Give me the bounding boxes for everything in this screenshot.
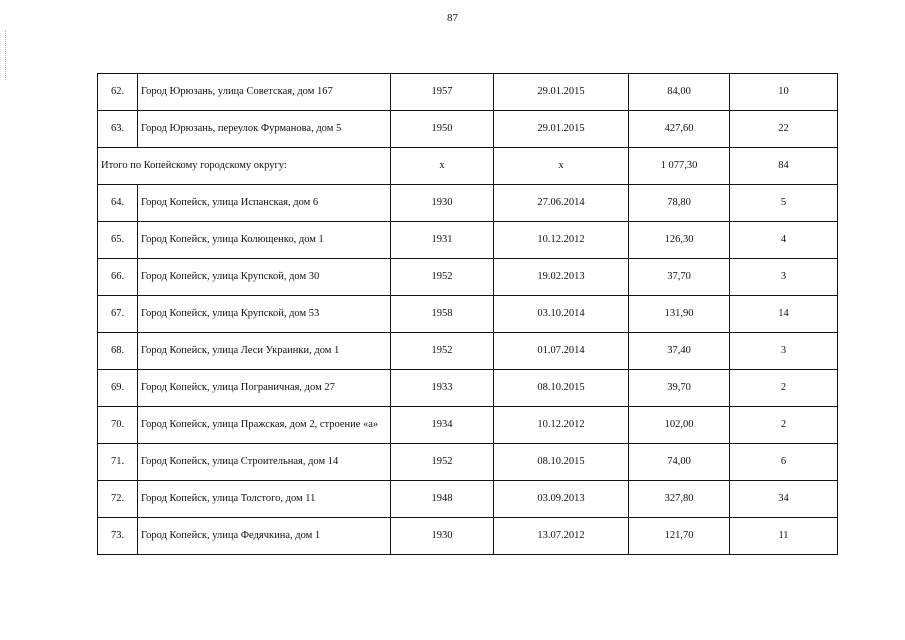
count-cell: 3 — [730, 259, 838, 296]
count-cell: 2 — [730, 370, 838, 407]
page-number: 87 — [447, 12, 458, 24]
area-cell: 126,30 — [629, 222, 730, 259]
address-cell: Город Копейск, улица Пограничная, дом 27 — [138, 370, 391, 407]
date-cell: 03.09.2013 — [494, 481, 629, 518]
row-number: 67. — [98, 296, 138, 333]
area-cell: 102,00 — [629, 407, 730, 444]
count-cell: 2 — [730, 407, 838, 444]
count-cell: 14 — [730, 296, 838, 333]
area-cell: 121,70 — [629, 518, 730, 555]
area-cell: 327,80 — [629, 481, 730, 518]
area-cell: 131,90 — [629, 296, 730, 333]
row-number: 66. — [98, 259, 138, 296]
year-cell: 1934 — [391, 407, 494, 444]
row-number: 70. — [98, 407, 138, 444]
year-cell: 1930 — [391, 185, 494, 222]
date-cell: 29.01.2015 — [494, 74, 629, 111]
row-number: 69. — [98, 370, 138, 407]
row-number: 68. — [98, 333, 138, 370]
year-cell: 1952 — [391, 259, 494, 296]
year-cell: 1933 — [391, 370, 494, 407]
area-cell: 78,80 — [629, 185, 730, 222]
table-row — [98, 481, 838, 518]
area-cell: 1 077,30 — [629, 148, 730, 185]
date-cell: x — [494, 148, 629, 185]
date-cell: 13.07.2012 — [494, 518, 629, 555]
count-cell: 6 — [730, 444, 838, 481]
area-cell: 39,70 — [629, 370, 730, 407]
margin-scan-mark — [5, 30, 6, 80]
count-cell: 10 — [730, 74, 838, 111]
table-row — [98, 407, 838, 444]
row-number: 72. — [98, 481, 138, 518]
row-number: 62. — [98, 74, 138, 111]
count-cell: 22 — [730, 111, 838, 148]
address-cell: Город Копейск, улица Пражская, дом 2, строение «а» — [138, 407, 391, 444]
date-cell: 19.02.2013 — [494, 259, 629, 296]
row-number: 71. — [98, 444, 138, 481]
year-cell: x — [391, 148, 494, 185]
count-cell: 11 — [730, 518, 838, 555]
area-cell: 74,00 — [629, 444, 730, 481]
row-number: 64. — [98, 185, 138, 222]
table-row — [98, 74, 838, 111]
year-cell: 1952 — [391, 444, 494, 481]
count-cell: 5 — [730, 185, 838, 222]
year-cell: 1950 — [391, 111, 494, 148]
address-cell: Город Копейск, улица Леси Украинки, дом 1 — [138, 333, 391, 370]
table-row — [98, 518, 838, 555]
table-row — [98, 370, 838, 407]
address-cell: Город Копейск, улица Толстого, дом 11 — [138, 481, 391, 518]
count-cell: 3 — [730, 333, 838, 370]
year-cell: 1952 — [391, 333, 494, 370]
housing-registry-table — [97, 73, 838, 555]
address-cell: Город Копейск, улица Испанская, дом 6 — [138, 185, 391, 222]
date-cell: 10.12.2012 — [494, 407, 629, 444]
table-row — [98, 185, 838, 222]
row-number: 65. — [98, 222, 138, 259]
total-row — [98, 148, 838, 185]
count-cell: 84 — [730, 148, 838, 185]
year-cell: 1957 — [391, 74, 494, 111]
table-row — [98, 111, 838, 148]
address-cell: Город Юрюзань, переулок Фурманова, дом 5 — [138, 111, 391, 148]
area-cell: 37,70 — [629, 259, 730, 296]
table-row — [98, 259, 838, 296]
table-row — [98, 333, 838, 370]
address-cell: Город Копейск, улица Колющенко, дом 1 — [138, 222, 391, 259]
address-cell: Город Копейск, улица Крупской, дом 30 — [138, 259, 391, 296]
table-row — [98, 296, 838, 333]
date-cell: 10.12.2012 — [494, 222, 629, 259]
table-row — [98, 222, 838, 259]
row-number: 73. — [98, 518, 138, 555]
year-cell: 1931 — [391, 222, 494, 259]
address-cell: Город Копейск, улица Строительная, дом 14 — [138, 444, 391, 481]
count-cell: 34 — [730, 481, 838, 518]
year-cell: 1948 — [391, 481, 494, 518]
date-cell: 27.06.2014 — [494, 185, 629, 222]
address-cell: Город Юрюзань, улица Советская, дом 167 — [138, 74, 391, 111]
date-cell: 08.10.2015 — [494, 444, 629, 481]
area-cell: 427,60 — [629, 111, 730, 148]
year-cell: 1930 — [391, 518, 494, 555]
area-cell: 84,00 — [629, 74, 730, 111]
year-cell: 1958 — [391, 296, 494, 333]
area-cell: 37,40 — [629, 333, 730, 370]
date-cell: 08.10.2015 — [494, 370, 629, 407]
registry-table-body — [98, 74, 838, 555]
address-cell: Город Копейск, улица Федячкина, дом 1 — [138, 518, 391, 555]
date-cell: 29.01.2015 — [494, 111, 629, 148]
count-cell: 4 — [730, 222, 838, 259]
address-cell: Город Копейск, улица Крупской, дом 53 — [138, 296, 391, 333]
table-row — [98, 444, 838, 481]
total-label: Итого по Копейскому городскому округу: — [98, 148, 391, 185]
date-cell: 01.07.2014 — [494, 333, 629, 370]
row-number: 63. — [98, 111, 138, 148]
date-cell: 03.10.2014 — [494, 296, 629, 333]
